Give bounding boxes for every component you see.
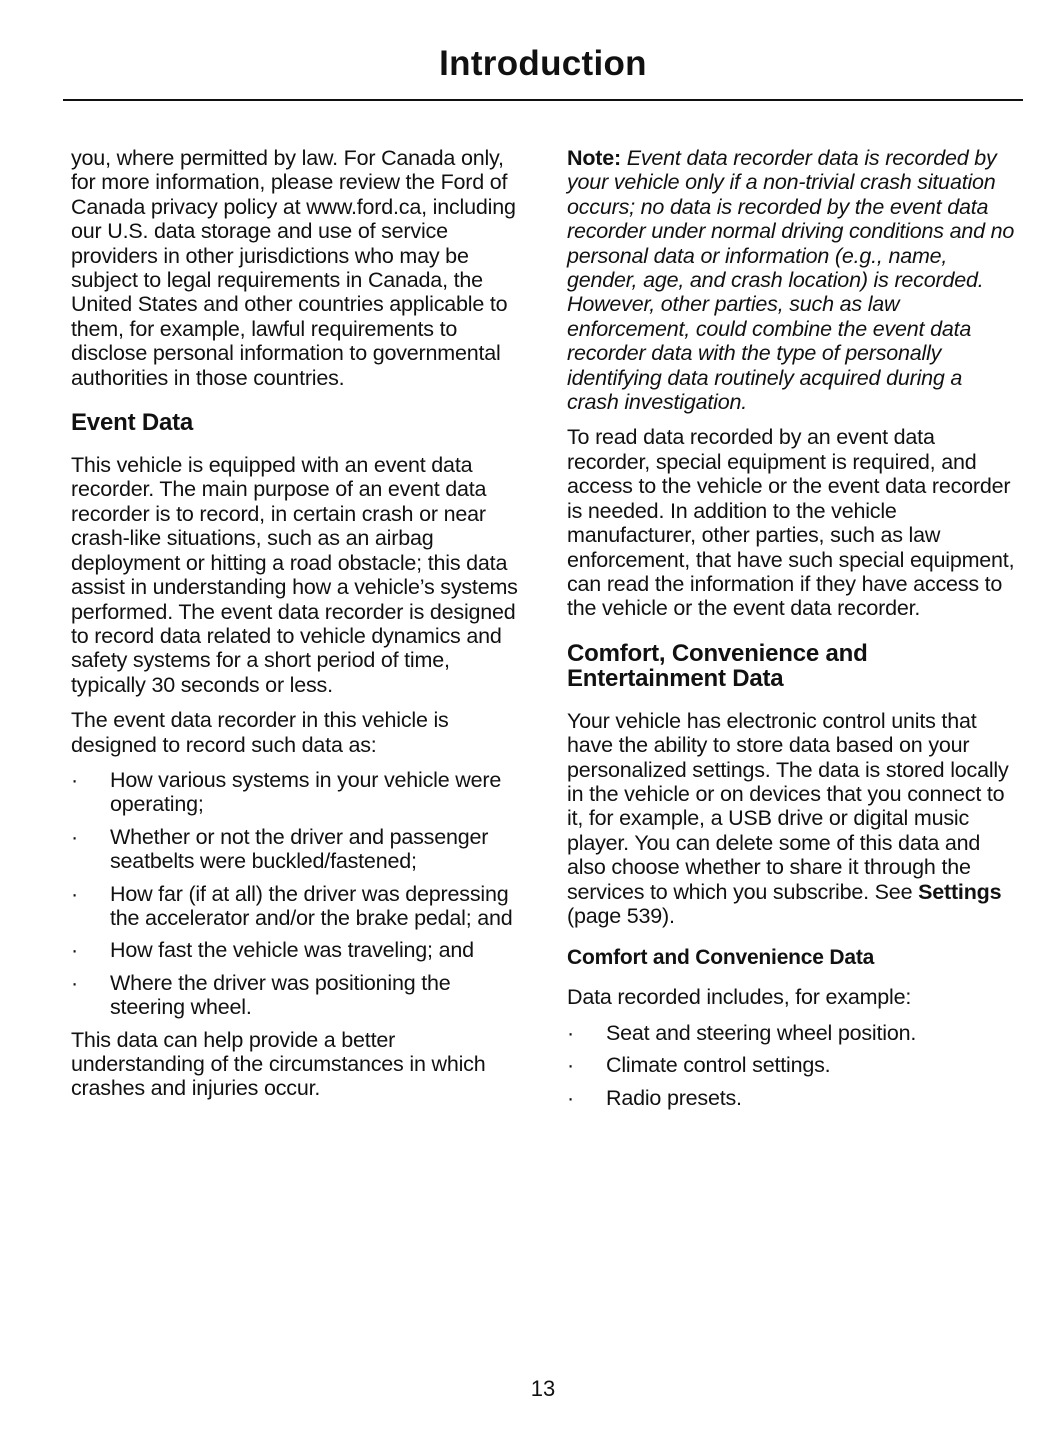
bullet-icon: · (71, 767, 78, 792)
header-rule (63, 99, 1023, 101)
comfort-convenience-heading: Comfort and Convenience Data (567, 946, 875, 970)
left-column (71, 146, 523, 1112)
event-paragraph-3: This data can help provide a better understanding of the circumstances in which crashes and injuries occur. (71, 1027, 486, 1101)
comfort-paragraph: Your vehicle has electronic control units that have the ability to store data based on your personalized settings. The data is stored locally in the vehicle or on devices that you connect to it, for example, a USB drive or digital music player. You can delete some of this data and also choose whether to share it through the services to which you subscribe. See Settings (page 539). (567, 708, 1009, 928)
read-data-paragraph: To read data recorded by an event data recorder, special equipment is required, and access to the vehicle or the event data recorder is needed. In addition to the vehicle manufacturer, other parties, such as law enforcement, that have such special equipment, can read the information if they have access to the vehicle or the event data recorder. (567, 425, 1015, 621)
list-item: · Climate control settings. (567, 1053, 831, 1078)
cc-paragraph: Data recorded includes, for example: (567, 985, 912, 1010)
list-item: · How far (if at all) the driver was depressing the accelerator and/or the brake pedal; and (71, 881, 513, 930)
event-data-heading: Event Data (71, 409, 194, 437)
list-item: · How various systems in your vehicle were operating; (71, 767, 502, 817)
list-item: · Whether or not the driver and passenger seatbelts were buckled/fastened; (71, 824, 489, 874)
page-title: Introduction (439, 44, 647, 83)
list-item: · Radio presets. (567, 1085, 742, 1110)
event-paragraph-2: The event data recorder in this vehicle is designed to record such data as: (71, 708, 449, 757)
list-item: · Seat and steering wheel position. (567, 1020, 917, 1045)
intro-paragraph: you, where permitted by law. For Canada only, for more information, please review the Ford of Canada privacy policy at www.ford.ca, including our U.S. data storage and use of service providers in other jurisdictions who may be subject to legal requirements in Canada, the United States and other countries applicable to them, for example, lawful requirements to disclose personal information to governmental authorities in those countries. (71, 146, 516, 390)
note-text: Event data recorder data is recorded by your vehicle only if a non-trivial crash situation occurs; no data is recorded by the event data recorder under normal driving conditions and no personal data or information (e.g., name, gender, age, and crash location) is recorded. However, other parties, such as law enforcement, could combine the event data recorder data with the type of personally identifying data routinely acquired during a crash investigation. (567, 146, 1015, 415)
note-paragraph (567, 146, 1019, 414)
settings-link[interactable]: Settings (918, 879, 1002, 904)
comfort-data-list (567, 1021, 1019, 1110)
bullet-icon: · (567, 1085, 574, 1110)
bullet-icon: · (71, 938, 78, 963)
bullet-icon: · (567, 1053, 574, 1078)
bullet-icon: · (71, 970, 78, 995)
event-paragraph-1: This vehicle is equipped with an event data recorder. The main purpose of an event data recorder is to record, in certain crash or near crash-like situations, such as an airbag deployment or hitting a road obstacle; this data assist in understanding how a vehicle’s systems performed. The event data recorder is designed to record data related to vehicle dynamics and safety systems for a short period of time, typically 30 seconds or less. (71, 453, 518, 697)
bullet-icon: · (71, 881, 78, 906)
comfort-heading: Comfort, Convenience and Entertainment Data (567, 639, 868, 692)
page-number: 13 (530, 1376, 556, 1401)
bullet-icon: · (567, 1020, 574, 1045)
event-data-list (71, 768, 523, 1020)
note-label: Note: (567, 146, 621, 170)
list-item: · Where the driver was positioning the steering wheel. (71, 970, 451, 1020)
bullet-icon: · (71, 824, 78, 849)
right-column (567, 146, 1019, 1118)
list-item: · How fast the vehicle was traveling; and (71, 938, 474, 963)
